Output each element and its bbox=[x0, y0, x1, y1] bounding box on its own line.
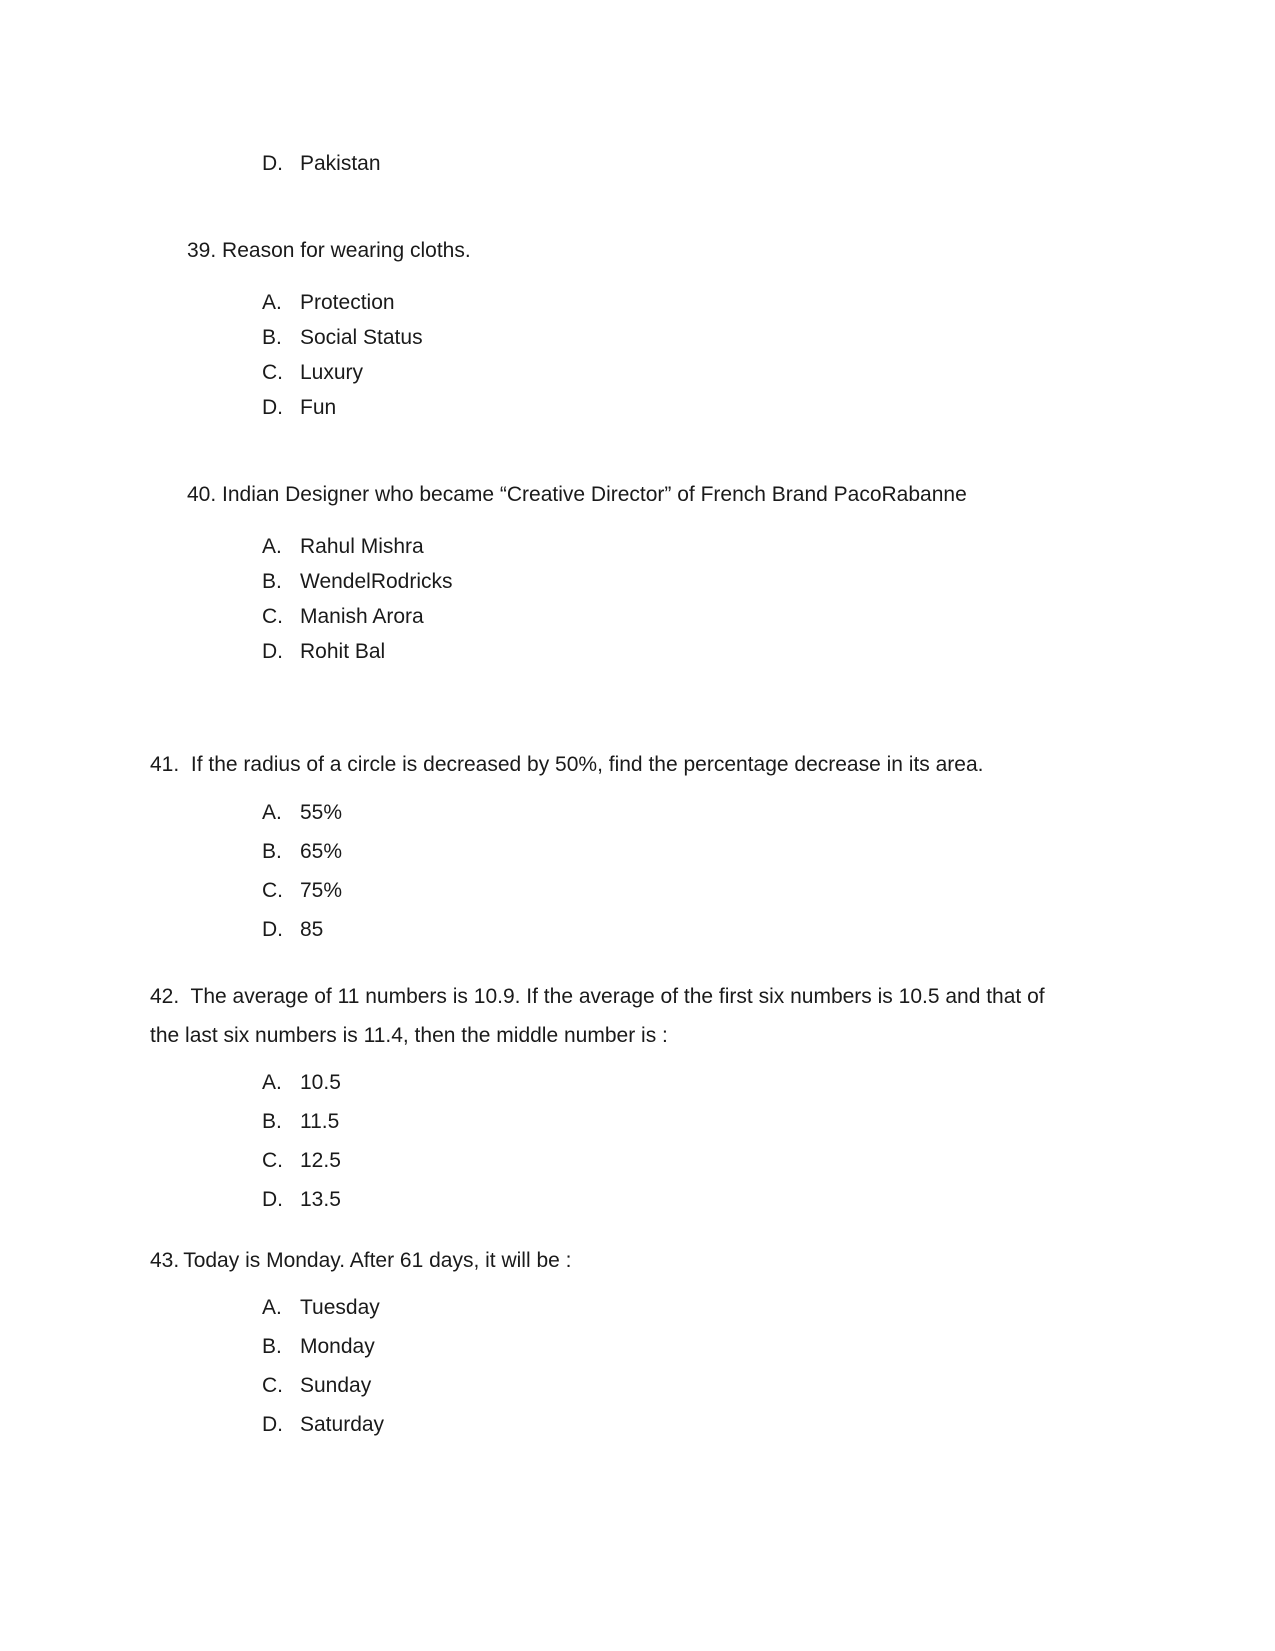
question-42-option-d bbox=[262, 1187, 341, 1213]
question-number: 39. bbox=[187, 239, 217, 262]
question-40 bbox=[187, 482, 967, 508]
option-letter: B. bbox=[262, 570, 282, 593]
option-text: 65% bbox=[300, 840, 343, 863]
option-text: Sunday bbox=[300, 1374, 372, 1397]
option-letter: B. bbox=[262, 840, 282, 863]
option-text: Protection bbox=[300, 291, 395, 314]
question-41 bbox=[150, 752, 984, 778]
question-text: Reason for wearing cloths. bbox=[222, 239, 471, 262]
option-text: 85 bbox=[300, 918, 324, 941]
question-39-option-d bbox=[262, 395, 336, 421]
option-letter: D. bbox=[262, 1413, 283, 1436]
option-letter: C. bbox=[262, 879, 283, 902]
option-letter: A. bbox=[262, 291, 282, 314]
question-43-option-d bbox=[262, 1412, 384, 1438]
option-text: Monday bbox=[300, 1335, 375, 1358]
question-43 bbox=[150, 1248, 572, 1274]
question-39-option-b bbox=[262, 325, 423, 351]
option-text: Rohit Bal bbox=[300, 640, 386, 663]
question-42-option-c bbox=[262, 1148, 341, 1174]
question-42-option-a bbox=[262, 1070, 341, 1096]
question-number: 42. bbox=[150, 985, 180, 1008]
option-letter: A. bbox=[262, 1296, 282, 1319]
option-letter: A. bbox=[262, 1071, 282, 1094]
option-text: Saturday bbox=[300, 1413, 385, 1436]
question-text: Indian Designer who became “Creative Director” of French Brand PacoRabanne bbox=[222, 483, 967, 506]
option-text: Manish Arora bbox=[300, 605, 424, 628]
option-text: Tuesday bbox=[300, 1296, 380, 1319]
option-text: Fun bbox=[300, 396, 337, 419]
option-text: Rahul Mishra bbox=[300, 535, 424, 558]
question-text: If the radius of a circle is decreased by 50%, find the percentage decrease in its area. bbox=[190, 753, 984, 776]
option-text: Luxury bbox=[300, 361, 364, 384]
question-39-option-a bbox=[262, 290, 395, 316]
option-text: 13.5 bbox=[300, 1188, 341, 1211]
question-40-option-c bbox=[262, 604, 424, 630]
option-text: WendelRodricks bbox=[300, 570, 453, 593]
option-text: Social Status bbox=[300, 326, 423, 349]
option-text: 75% bbox=[300, 879, 343, 902]
question-41-option-a bbox=[262, 800, 342, 826]
question-41-option-c bbox=[262, 878, 342, 904]
option-letter: B. bbox=[262, 1335, 282, 1358]
question-41-option-b bbox=[262, 839, 342, 865]
question-text-line-1: The average of 11 numbers is 10.9. If the average of the first six numbers is 10.5 and that of bbox=[190, 985, 1045, 1008]
option-letter: D. bbox=[262, 1188, 283, 1211]
question-41-option-d bbox=[262, 917, 323, 943]
question-39 bbox=[187, 238, 471, 264]
option-text: 12.5 bbox=[300, 1149, 341, 1172]
option-letter: C. bbox=[262, 605, 283, 628]
question-43-option-a bbox=[262, 1295, 380, 1321]
option-letter: B. bbox=[262, 326, 282, 349]
option-text: Pakistan bbox=[300, 152, 381, 175]
question-42-continuation bbox=[150, 1023, 668, 1049]
option-letter: D. bbox=[262, 918, 283, 941]
question-40-option-b bbox=[262, 569, 453, 595]
question-number: 41. bbox=[150, 753, 180, 776]
option-letter: C. bbox=[262, 1149, 283, 1172]
question-43-option-c bbox=[262, 1373, 371, 1399]
question-number: 40. bbox=[187, 483, 217, 506]
option-letter: D. bbox=[262, 396, 283, 419]
option-text: 55% bbox=[300, 801, 343, 824]
question-text: Today is Monday. After 61 days, it will be : bbox=[183, 1249, 572, 1272]
question-40-option-a bbox=[262, 534, 424, 560]
option-letter: D. bbox=[262, 152, 283, 175]
option-letter: A. bbox=[262, 535, 282, 558]
option-letter: A. bbox=[262, 801, 282, 824]
option-carryover-d bbox=[262, 151, 381, 177]
question-39-option-c bbox=[262, 360, 363, 386]
question-number: 43. bbox=[150, 1249, 180, 1272]
option-text: 10.5 bbox=[300, 1071, 341, 1094]
question-42 bbox=[150, 984, 1045, 1010]
question-43-option-b bbox=[262, 1334, 375, 1360]
option-letter: C. bbox=[262, 1374, 283, 1397]
option-letter: B. bbox=[262, 1110, 282, 1133]
question-40-option-d bbox=[262, 639, 385, 665]
option-letter: D. bbox=[262, 640, 283, 663]
option-text: 11.5 bbox=[300, 1110, 340, 1133]
question-text-line-2: the last six numbers is 11.4, then the middle number is : bbox=[150, 1024, 668, 1047]
question-42-option-b bbox=[262, 1109, 339, 1135]
option-letter: C. bbox=[262, 361, 283, 384]
